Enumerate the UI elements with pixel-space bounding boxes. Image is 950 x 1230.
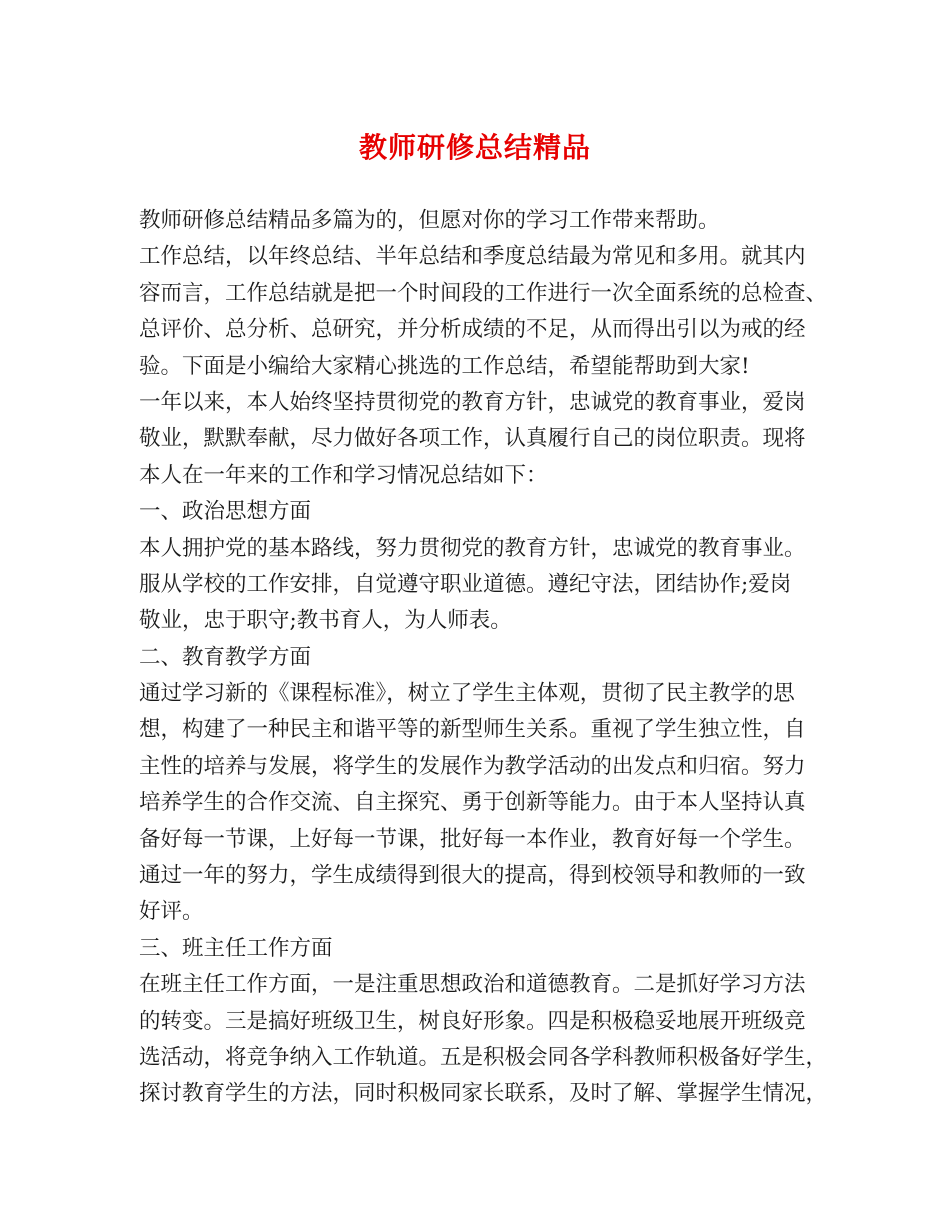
body-line: 容而言，工作总结就是把一个时间段的工作进行一次全面系统的总检查、 (139, 280, 828, 306)
section-heading: 一、政治思想方面 (139, 499, 312, 525)
section-heading: 三、班主任工作方面 (139, 935, 333, 961)
body-line: 通过一年的努力，学生成绩得到很大的提高，得到校领导和教师的一致 (139, 863, 806, 889)
body-line: 的转变。三是搞好班级卫生，树良好形象。四是积极稳妥地展开班级竞 (139, 1008, 806, 1034)
body-line: 工作总结，以年终总结、半年总结和季度总结最为常见和多用。就其内 (139, 244, 806, 270)
body-line: 总评价、总分析、总研究，并分析成绩的不足，从而得出引以为戒的经 (139, 317, 806, 343)
document-body (139, 203, 829, 1113)
body-line: 敬业，默默奉献，尽力做好各项工作，认真履行自己的岗位职责。现将 (139, 426, 806, 452)
body-line: 备好每一节课，上好每一节课，批好每一本作业，教育好每一个学生。 (139, 826, 806, 852)
body-line: 探讨教育学生的方法，同时积极同家长联系，及时了解、掌握学生情况， (139, 1081, 828, 1107)
body-line: 本人在一年来的工作和学习情况总结如下： (139, 462, 548, 488)
body-line: 好评。 (139, 899, 204, 925)
body-line: 培养学生的合作交流、自主探究、勇于创新等能力。由于本人坚持认真 (139, 790, 806, 816)
body-line: 验。下面是小编给大家精心挑选的工作总结，希望能帮助到大家! (139, 353, 750, 379)
document-title: 教师研修总结精品 (358, 131, 591, 164)
body-line: 想，构建了一种民主和谐平等的新型师生关系。重视了学生独立性，自 (139, 717, 806, 743)
body-line: 在班主任工作方面，一是注重思想政治和道德教育。二是抓好学习方法 (139, 972, 806, 998)
body-line: 服从学校的工作安排，自觉遵守职业道德。遵纪守法，团结协作;爱岗 (139, 571, 792, 597)
body-line: 本人拥护党的基本路线，努力贯彻党的教育方针，忠诚党的教育事业。 (139, 535, 806, 561)
body-line: 通过学习新的《课程标准》，树立了学生主体观，贯彻了民主教学的思 (139, 681, 795, 707)
body-line: 教师研修总结精品多篇为的，但愿对你的学习工作带来帮助。 (139, 208, 720, 233)
body-line: 敬业，忠于职守;教书育人，为人师表。 (139, 608, 512, 634)
body-line: 选活动，将竞争纳入工作轨道。五是积极会同各学科教师积极备好学生， (139, 1044, 828, 1070)
body-line: 主性的培养与发展，将学生的发展作为教学活动的出发点和归宿。努力 (139, 753, 806, 779)
section-heading: 二、教育教学方面 (139, 644, 312, 670)
body-line: 一年以来，本人始终坚持贯彻党的教育方针，忠诚党的教育事业，爱岗 (139, 389, 806, 415)
